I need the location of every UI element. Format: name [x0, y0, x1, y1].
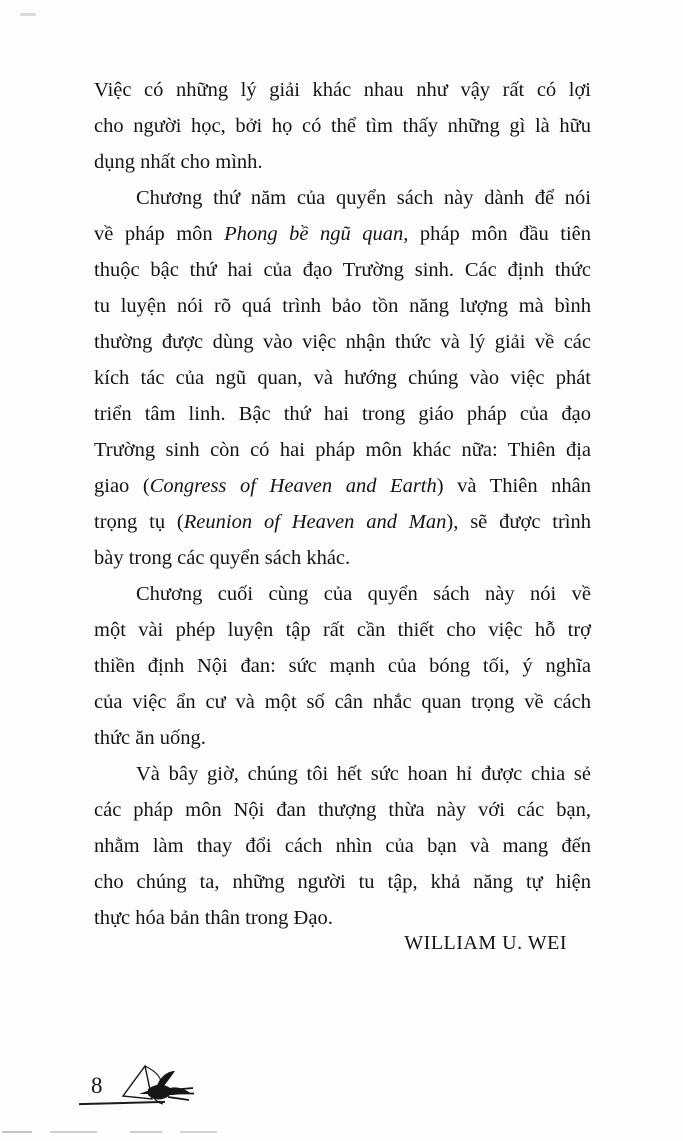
text-line: giao (Congress of Heaven and Earth) và Thiên nhân — [94, 475, 591, 497]
page-number: 8 — [91, 1073, 103, 1098]
text-line: các pháp môn Nội đan thượng thừa này với các bạn, — [94, 799, 591, 821]
paragraph — [94, 756, 591, 936]
paragraph — [94, 180, 591, 576]
text-line: thức ăn uống. — [94, 727, 206, 749]
text-line: kích tác của ngũ quan, và hướng chúng vào việc phát — [94, 367, 591, 389]
scan-artifact — [20, 13, 36, 16]
text-line: cho người học, bởi họ có thể tìm thấy những gì là hữu — [94, 115, 591, 137]
text-line: Chương thứ năm của quyển sách này dành để nói — [136, 187, 591, 209]
author-signature-row — [94, 930, 591, 955]
flying-bird-ornament — [104, 1062, 196, 1110]
text-line: thiền định Nội đan: sức mạnh của bóng tối, ý nghĩa — [94, 655, 591, 677]
text-line: về pháp môn Phong bề ngũ quan, pháp môn đầu tiên — [94, 223, 591, 245]
text-line: thực hóa bản thân trong Đạo. — [94, 907, 333, 929]
scan-artifact — [2, 1131, 217, 1133]
text-line: cho chúng ta, những người tu tập, khả năng tự hiện — [94, 871, 591, 893]
text-line: Và bây giờ, chúng tôi hết sức hoan hỉ được chia sẻ — [136, 763, 591, 785]
text-line: bày trong các quyển sách khác. — [94, 547, 351, 569]
text-line: nhằm làm thay đổi cách nhìn của bạn và mang đến — [94, 835, 591, 857]
text-line: thuộc bậc thứ hai của đạo Trường sinh. Các định thức — [94, 259, 591, 281]
author-signature: WILLIAM U. WEI — [404, 932, 567, 954]
text-line: Chương cuối cùng của quyển sách này nói về — [136, 583, 591, 605]
text-line: tu luyện nói rõ quá trình bảo tồn năng lượng mà bình — [94, 295, 591, 317]
text-line: của việc ẩn cư và một số cân nhắc quan trọng về cách — [94, 691, 591, 713]
text-line: một vài phép luyện tập rất cần thiết cho việc hỗ trợ — [94, 619, 591, 641]
text-line: triển tâm linh. Bậc thứ hai trong giáo pháp của đạo — [94, 403, 591, 425]
text-line: dụng nhất cho mình. — [94, 151, 263, 173]
text-line: thường được dùng vào việc nhận thức và lý giải về các — [94, 331, 591, 353]
paragraph — [94, 72, 591, 180]
text-block — [94, 72, 591, 936]
paragraph — [94, 576, 591, 756]
text-line: Việc có những lý giải khác nhau như vậy rất có lợi — [94, 79, 591, 101]
text-line: trọng tụ (Reunion of Heaven and Man), sẽ được trình — [94, 511, 592, 533]
text-line: Trường sinh còn có hai pháp môn khác nữa: Thiên địa — [94, 439, 591, 461]
